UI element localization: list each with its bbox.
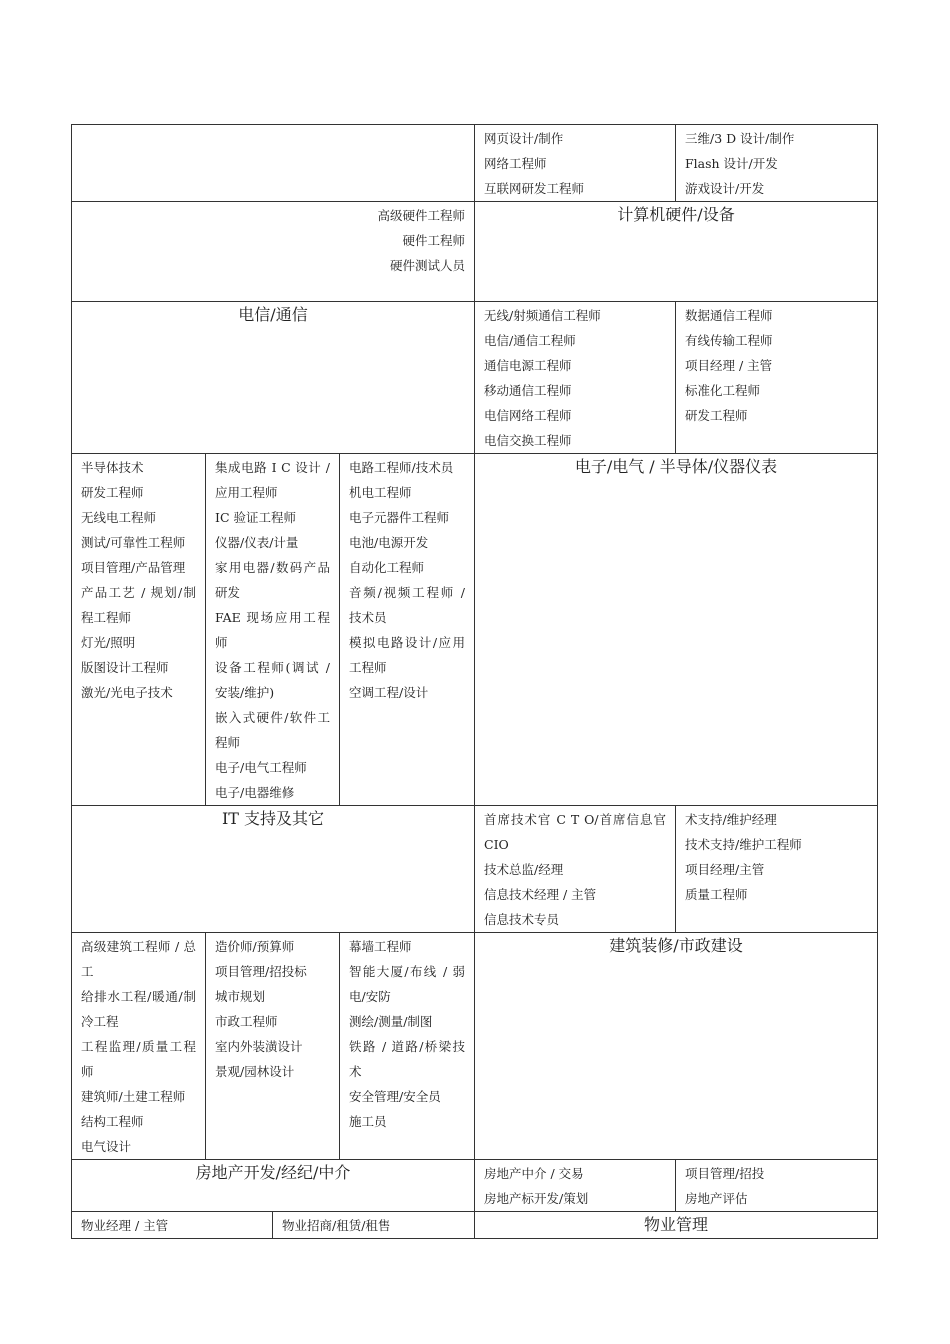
web-left-list	[475, 125, 675, 201]
list-item: 市政工程师	[215, 1014, 278, 1029]
list-item: 房地产评估	[685, 1191, 748, 1206]
cell-realestate-right	[676, 1160, 878, 1212]
list-item: 项目管理/招投标	[215, 964, 307, 979]
row-property	[72, 1212, 878, 1239]
category-label: 计算机硬件/设备	[617, 205, 735, 224]
row-it	[72, 806, 878, 933]
list-item: 机电工程师	[349, 485, 412, 500]
category-label: 房地产开发/经纪/中介	[195, 1163, 351, 1182]
list-item: 硬件测试人员	[389, 258, 465, 273]
list-item: 通信电源工程师	[484, 358, 572, 373]
electronics-col3-list	[340, 454, 474, 705]
telecom-left-list	[475, 302, 675, 453]
list-item: 电信网络工程师	[484, 408, 572, 423]
property-list-2	[273, 1212, 474, 1238]
cell-construction-col3	[340, 933, 475, 1160]
category-label: 电信/通信	[238, 305, 308, 324]
list-item: 激光/光电子技术	[81, 685, 173, 700]
list-item: 首席技术官 C T O/首席信息官 CIO	[484, 812, 666, 852]
cell-construction-col2	[206, 933, 340, 1160]
property-list-1	[72, 1212, 272, 1238]
list-item: 质量工程师	[685, 887, 748, 902]
list-item: 信息技术经理 / 主管	[484, 887, 597, 902]
list-item: 房地产标开发/策划	[484, 1191, 589, 1206]
cell-web-left	[475, 125, 676, 202]
list-item: 电路工程师/技术员	[349, 460, 454, 475]
list-item: 标准化工程师	[685, 383, 761, 398]
list-item: 物业经理 / 主管	[81, 1218, 169, 1233]
electronics-col1-list	[72, 454, 205, 705]
construction-col2-list	[206, 933, 339, 1084]
list-item: 房地产中介 / 交易	[484, 1166, 584, 1181]
list-item: 技术总监/经理	[484, 862, 564, 877]
it-left-list	[475, 806, 675, 932]
cell-electronics-col2	[206, 454, 340, 806]
it-right-list	[676, 806, 877, 907]
list-item: 景观/园林设计	[215, 1064, 295, 1079]
list-item: 建筑师/土建工程师	[81, 1089, 186, 1104]
web-right-list	[676, 125, 877, 201]
job-category-table	[71, 124, 877, 1239]
list-item: 网页设计/制作	[484, 131, 564, 146]
list-item: 信息技术专员	[484, 912, 560, 927]
list-item: 铁路 / 道路/桥梁技术	[349, 1039, 465, 1079]
category-telecom	[72, 302, 475, 454]
cell-web-blank	[72, 125, 475, 202]
category-property	[475, 1212, 878, 1239]
list-item: 设备工程师(调试 / 安装/维护)	[215, 660, 330, 700]
cell-web-right	[676, 125, 878, 202]
category-hardware	[475, 202, 878, 302]
list-item: 电子元器件工程师	[349, 510, 450, 525]
category-label: IT 支持及其它	[221, 809, 325, 828]
row-hardware	[72, 202, 878, 302]
list-item: 灯光/照明	[81, 635, 136, 650]
list-item: 研发工程师	[685, 408, 748, 423]
list-item: 移动通信工程师	[484, 383, 572, 398]
list-item: 数据通信工程师	[685, 308, 773, 323]
list-item: 三维/3 D 设计/制作	[685, 131, 795, 146]
cell-property-item1	[72, 1212, 273, 1239]
list-item: 技术支持/维护工程师	[685, 837, 802, 852]
list-item: 高级硬件工程师	[377, 208, 465, 223]
cell-property-item2	[273, 1212, 475, 1239]
cell-electronics-col1	[72, 454, 206, 806]
construction-col3-list	[340, 933, 474, 1134]
list-item: 电子/电气工程师	[215, 760, 307, 775]
list-item: 空调工程/设计	[349, 685, 429, 700]
list-item: 音频/视频工程师 / 技术员	[349, 585, 465, 625]
telecom-right-list	[676, 302, 877, 428]
list-item: 无线/射频通信工程师	[484, 308, 601, 323]
realestate-left-list	[475, 1160, 675, 1211]
list-item: 工程监理/质量工程师	[81, 1039, 196, 1079]
row-telecom	[72, 302, 878, 454]
list-item: 高级建筑工程师 / 总工	[81, 939, 196, 979]
list-item: 项目经理/主管	[685, 862, 765, 877]
list-item: 研发工程师	[81, 485, 144, 500]
row-electronics	[72, 454, 878, 806]
category-it	[72, 806, 475, 933]
construction-col1-list	[72, 933, 205, 1159]
list-item: 嵌入式硬件/软件工程师	[215, 710, 330, 750]
cell-it-left	[475, 806, 676, 933]
list-item: 电池/电源开发	[349, 535, 429, 550]
cell-hardware-items	[72, 202, 475, 302]
row-realestate	[72, 1160, 878, 1212]
list-item: Flash 设计/开发	[685, 156, 778, 171]
list-item: 互联网研发工程师	[484, 181, 585, 196]
cell-realestate-left	[475, 1160, 676, 1212]
cell-it-right	[676, 806, 878, 933]
cell-telecom-right	[676, 302, 878, 454]
list-item: 电子/电器维修	[215, 785, 295, 800]
row-web	[72, 125, 878, 202]
list-item: 硬件工程师	[402, 233, 465, 248]
list-item: 电信/通信工程师	[484, 333, 576, 348]
realestate-right-list	[676, 1160, 877, 1211]
list-item: 幕墙工程师	[349, 939, 412, 954]
list-item: 有线传输工程师	[685, 333, 773, 348]
list-item: 无线电工程师	[81, 510, 157, 525]
list-item: 家用电器/数码产品研发	[215, 560, 330, 600]
electronics-col2-list	[206, 454, 339, 805]
list-item: 模拟电路设计/应用工程师	[349, 635, 465, 675]
list-item: 测绘/测量/制图	[349, 1014, 433, 1029]
list-item: 安全管理/安全员	[349, 1089, 441, 1104]
category-label: 建筑装修/市政建设	[609, 936, 743, 955]
list-item: 项目管理/产品管理	[81, 560, 186, 575]
hardware-list	[72, 202, 474, 278]
list-item: 结构工程师	[81, 1114, 144, 1129]
list-item: 电气设计	[81, 1139, 132, 1154]
category-grid	[71, 124, 878, 1239]
category-electronics	[475, 454, 878, 806]
list-item: 网络工程师	[484, 156, 547, 171]
category-label: 电子/电气 / 半导体/仪器仪表	[574, 457, 778, 476]
category-construction	[475, 933, 878, 1160]
list-item: 测试/可靠性工程师	[81, 535, 186, 550]
list-item: FAE 现场应用工程师	[215, 610, 330, 650]
cell-electronics-col3	[340, 454, 475, 806]
list-item: 版图设计工程师	[81, 660, 169, 675]
row-construction	[72, 933, 878, 1160]
list-item: 仪器/仪表/计量	[215, 535, 299, 550]
list-item: 集成电路 I C 设计 / 应用工程师	[215, 460, 330, 500]
list-item: 施工员	[349, 1114, 387, 1129]
list-item: 半导体技术	[81, 460, 144, 475]
list-item: 项目管理/招投	[685, 1166, 765, 1181]
list-item: 电信交换工程师	[484, 433, 572, 448]
list-item: IC 验证工程师	[215, 510, 296, 525]
list-item: 智能大厦/布线 / 弱电/安防	[349, 964, 465, 1004]
list-item: 城市规划	[215, 989, 266, 1004]
cell-telecom-left	[475, 302, 676, 454]
list-item: 物业招商/租赁/租售	[282, 1218, 391, 1233]
list-item: 造价师/预算师	[215, 939, 295, 954]
list-item: 游戏设计/开发	[685, 181, 765, 196]
cell-construction-col1	[72, 933, 206, 1160]
category-label: 物业管理	[643, 1215, 708, 1234]
list-item: 给排水工程/暖通/制冷工程	[81, 989, 196, 1029]
category-realestate	[72, 1160, 475, 1212]
list-item: 产品工艺 / 规划/制程工程师	[81, 585, 196, 625]
list-item: 项目经理 / 主管	[685, 358, 773, 373]
list-item: 自动化工程师	[349, 560, 425, 575]
list-item: 术支持/维护经理	[685, 812, 777, 827]
list-item: 室内外装潢设计	[215, 1039, 303, 1054]
